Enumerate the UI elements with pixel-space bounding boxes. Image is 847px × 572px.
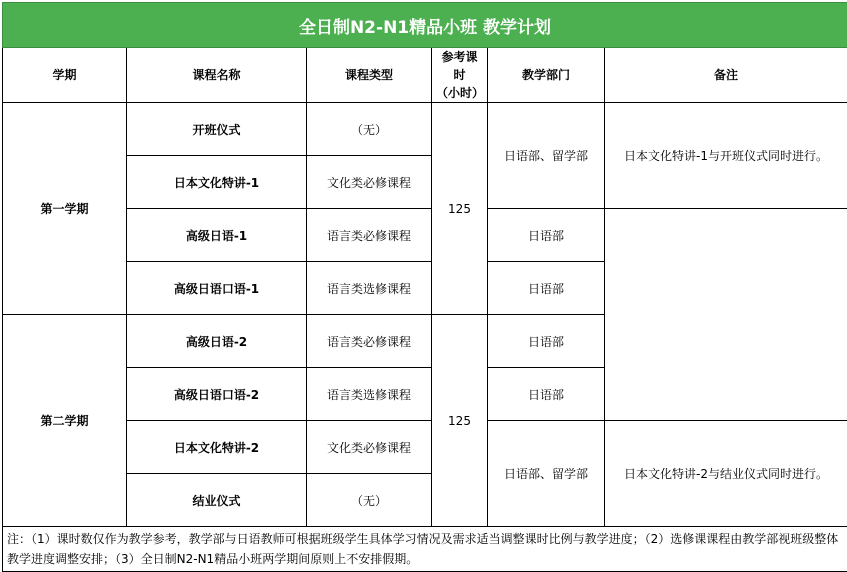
course-name: 日本文化特讲-2 <box>127 421 307 474</box>
remark-cell: 日本文化特讲-2与结业仪式同时进行。 <box>605 421 847 527</box>
course-type: （无） <box>307 474 432 527</box>
department-cell: 日语部、留学部 <box>488 103 605 209</box>
header-department: 教学部门 <box>488 48 605 103</box>
header-hours-line1: 参考课时 <box>441 50 477 82</box>
header-row <box>3 48 847 103</box>
department-cell: 日语部、留学部 <box>488 421 605 527</box>
footnote: 注：（1）课时数仅作为教学参考，教学部与日语教师可根据班级学生具体学习情况及需求适当调整课时比例与教学进度；（2）选修课课程由教学部视班级整体教学进度调整安排；（3）全日制N2-N1精品小班两学期间原则上不安排假期。 <box>3 527 847 572</box>
term-2-name: 第二学期 <box>3 315 127 527</box>
department-cell: 日语部 <box>488 368 605 421</box>
header-hours-line2: （小时） <box>436 86 484 100</box>
header-hours <box>432 48 488 103</box>
course-name: 结业仪式 <box>127 474 307 527</box>
table-row <box>3 209 847 262</box>
header-course-type: 课程类型 <box>307 48 432 103</box>
course-name: 高级日语口语-2 <box>127 368 307 421</box>
term-1-hours: 125 <box>432 103 488 315</box>
department-cell: 日语部 <box>488 315 605 368</box>
course-name: 日本文化特讲-1 <box>127 156 307 209</box>
header-remarks: 备注 <box>605 48 847 103</box>
remark-cell-empty <box>605 209 847 421</box>
course-type: （无） <box>307 103 432 156</box>
term-1-name: 第一学期 <box>3 103 127 315</box>
header-course-name: 课程名称 <box>127 48 307 103</box>
course-name: 高级日语-1 <box>127 209 307 262</box>
course-name: 开班仪式 <box>127 103 307 156</box>
course-type: 语言类选修课程 <box>307 368 432 421</box>
teaching-plan-table <box>2 2 847 572</box>
course-type: 文化类必修课程 <box>307 421 432 474</box>
department-cell: 日语部 <box>488 209 605 262</box>
course-type: 语言类选修课程 <box>307 262 432 315</box>
term-2-hours: 125 <box>432 315 488 527</box>
table-row <box>3 103 847 156</box>
table-title: 全日制N2-N1精品小班 教学计划 <box>3 3 847 48</box>
course-name: 高级日语-2 <box>127 315 307 368</box>
header-term: 学期 <box>3 48 127 103</box>
course-type: 语言类必修课程 <box>307 209 432 262</box>
course-type: 语言类必修课程 <box>307 315 432 368</box>
course-name: 高级日语口语-1 <box>127 262 307 315</box>
table-row <box>3 421 847 474</box>
department-cell: 日语部 <box>488 262 605 315</box>
course-type: 文化类必修课程 <box>307 156 432 209</box>
remark-cell: 日本文化特讲-1与开班仪式同时进行。 <box>605 103 847 209</box>
